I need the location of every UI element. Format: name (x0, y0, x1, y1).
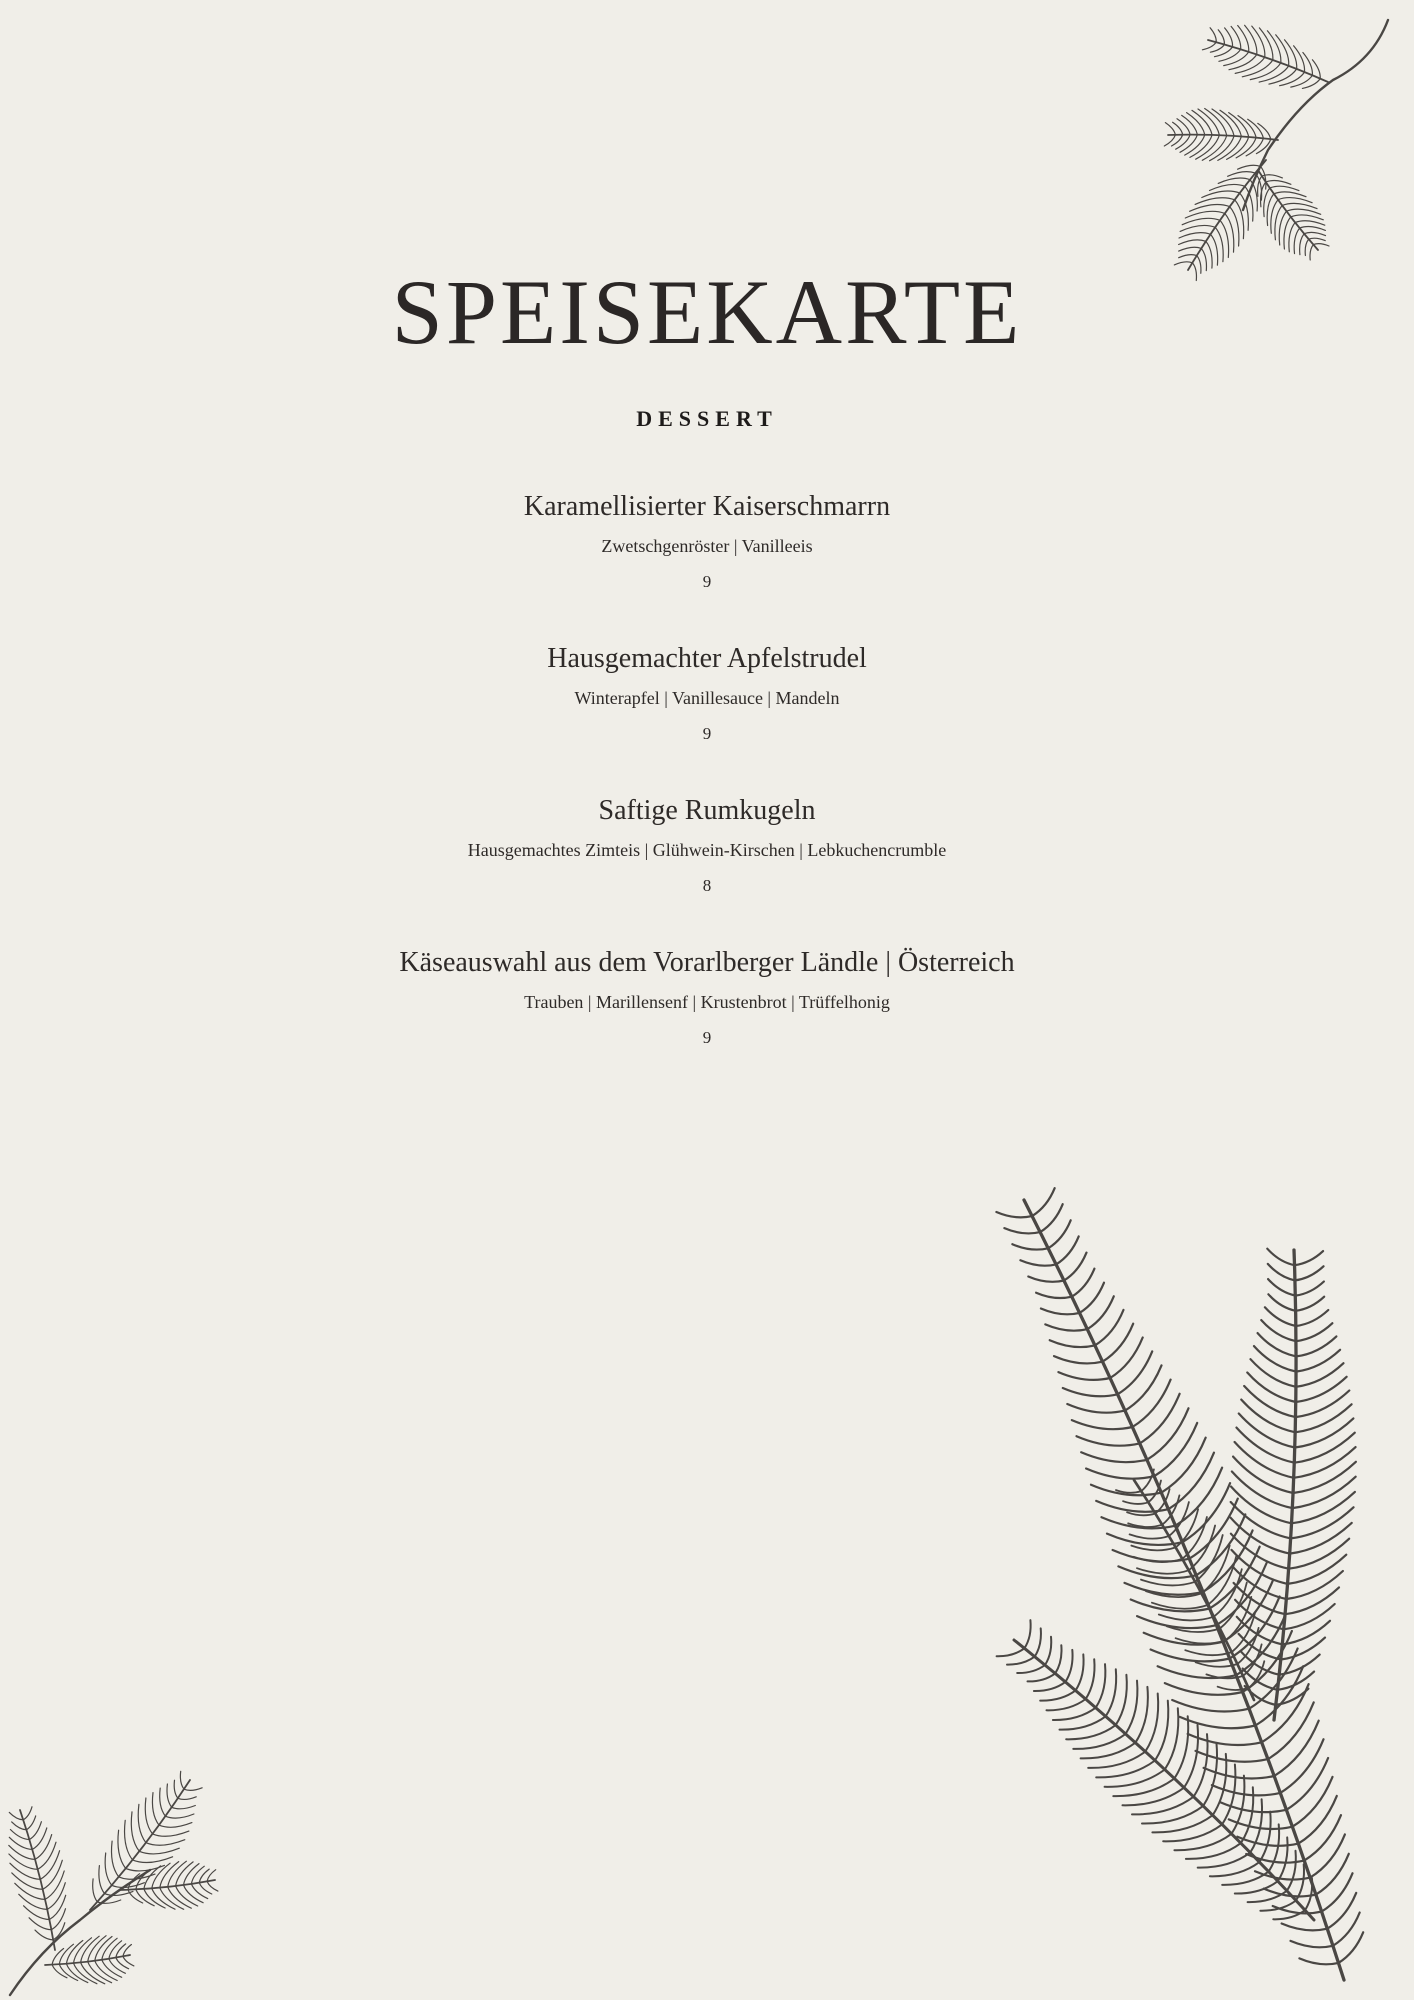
item-name: Saftige Rumkugeln (598, 795, 816, 826)
item-description: Trauben | Marillensenf | Krustenbrot | Trüffelhonig (524, 992, 890, 1012)
item-description: Hausgemachtes Zimteis | Glühwein-Kirschen | Lebkuchencrumble (467, 840, 947, 860)
item-name: Hausgemachter Apfelstrudel (547, 643, 867, 674)
item-price: 8 (702, 876, 712, 895)
item-price: 9 (702, 572, 712, 591)
menu-item (0, 789, 1414, 941)
item-name: Käseauswahl aus dem Vorarlberger Ländle | Österreich (399, 947, 1015, 978)
item-price: 9 (702, 1028, 712, 1047)
menu-item (0, 941, 1414, 1093)
section-heading: DESSERT (636, 406, 778, 431)
menu-items (0, 485, 1414, 1093)
pine-branch-icon (984, 1180, 1414, 2000)
item-name: Karamellisierter Kaiserschmarrn (523, 491, 891, 522)
pine-branch-icon (0, 1750, 240, 2000)
pine-branch-icon (1148, 0, 1408, 300)
menu-item (0, 637, 1414, 789)
item-price: 9 (702, 724, 712, 743)
menu-item (0, 485, 1414, 637)
item-description: Zwetschgenröster | Vanilleeis (601, 536, 813, 556)
menu-title: SPEISEKARTE (391, 261, 1023, 363)
item-description: Winterapfel | Vanillesauce | Mandeln (574, 688, 840, 708)
